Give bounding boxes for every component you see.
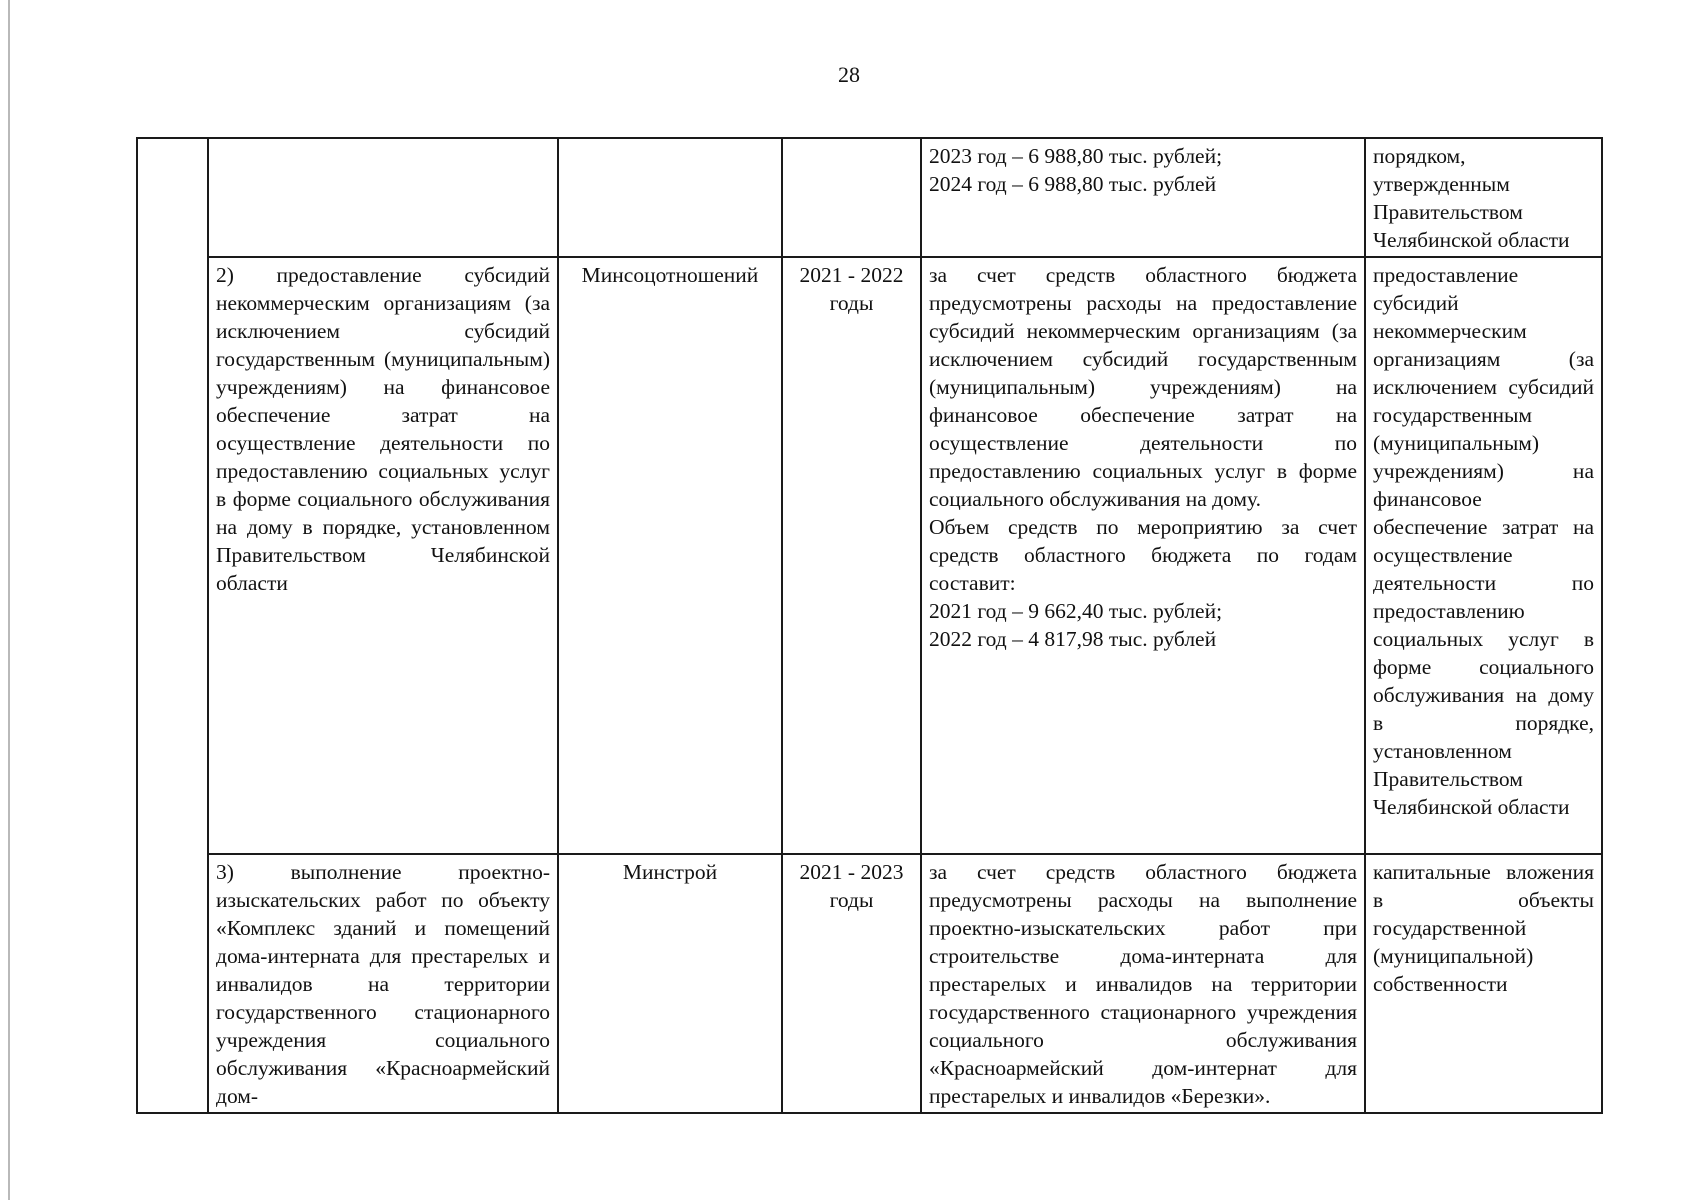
- note-cell: предоставление субсидий некоммерческим организациям (за исключением субсидий государственным (муниципальным) учреждениям) на финансовое обеспечение затрат на осуществление деятельности по предоставлению социальных услуг в форме социального обслуживания на дому в порядке, установленном Правительством Челябинской области: [1365, 257, 1602, 854]
- funding-cell: [921, 854, 1365, 1113]
- measure-cell: 3) выполнение проектно-изыскательских работ по объекту «Комплекс зданий и помещений дома-интерната для престарелых и инвалидов на территории государственного стационарного учреждения социального обслуживания «Красноармейский дом-: [208, 854, 558, 1113]
- period-cell: 2021 - 2023 годы: [782, 854, 921, 1113]
- funding-paragraph: за счет средств областного бюджета предусмотрены расходы на предоставление субсидий некоммерческим организациям (за исключением субсидий государственным (муниципальным) учреждениям) на финансовое обеспечение затрат на осуществление деятельности по предоставлению социальных услуг в форме социального обслуживания на дому.: [929, 263, 1357, 511]
- funding-paragraph: за счет средств областного бюджета предусмотрены расходы на выполнение проектно-изыскательских работ при строительстве дома-интерната для престарелых и инвалидов на территории государственного стационарного учреждения социального обслуживания «Красноармейский дом-интернат для престарелых и инвалидов «Березки».: [929, 860, 1357, 1108]
- table-row: [137, 138, 1602, 257]
- note-cell: порядком, утвержденным Правительством Челябинской области: [1365, 138, 1602, 257]
- table-row: [137, 854, 1602, 1113]
- page-number: 28: [838, 62, 860, 87]
- executor-cell: Минсоцотношений: [558, 257, 782, 854]
- measures-table: [136, 137, 1603, 1114]
- funding-cell: [921, 138, 1365, 257]
- funding-line: 2024 год – 6 988,80 тыс. рублей: [929, 172, 1217, 196]
- funding-line: 2022 год – 4 817,98 тыс. рублей: [929, 627, 1217, 651]
- measure-cell: [208, 138, 558, 257]
- table-row: [137, 257, 1602, 854]
- executor-cell: [558, 138, 782, 257]
- binding-edge: [8, 0, 10, 1200]
- executor-cell: Минстрой: [558, 854, 782, 1113]
- row-number-cell: [137, 138, 208, 1113]
- funding-cell: [921, 257, 1365, 854]
- funding-line: 2023 год – 6 988,80 тыс. рублей;: [929, 144, 1223, 168]
- period-cell: [782, 138, 921, 257]
- funding-line: 2021 год – 9 662,40 тыс. рублей;: [929, 599, 1223, 623]
- note-cell: капитальные вложения в объекты государственной (муниципальной) собственности: [1365, 854, 1602, 1113]
- period-cell: 2021 - 2022 годы: [782, 257, 921, 854]
- funding-paragraph: Объем средств по мероприятию за счет средств областного бюджета по годам составит:: [929, 515, 1357, 595]
- measure-cell: 2) предоставление субсидий некоммерческим организациям (за исключением субсидий государственным (муниципальным) учреждениям) на финансовое обеспечение затрат на осуществление деятельности по предоставлению социальных услуг в форме социального обслуживания на дому в порядке, установленном Правительством Челябинской области: [208, 257, 558, 854]
